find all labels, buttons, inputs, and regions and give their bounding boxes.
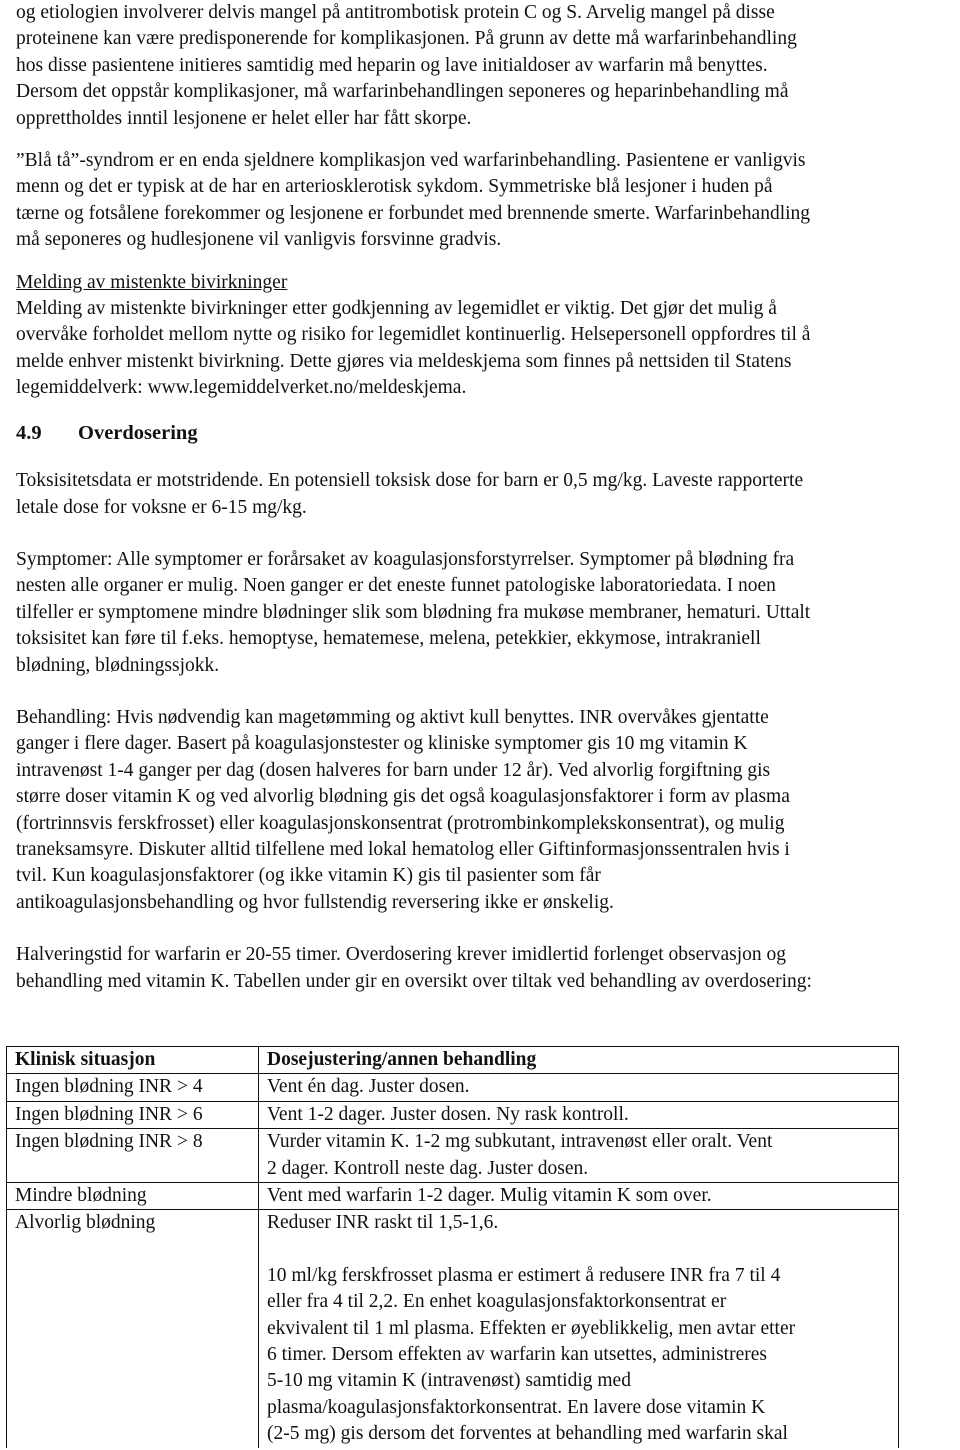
action-cell: Vent 1-2 dager. Juster dosen. Ny rask kontroll. [259,1101,899,1128]
section-number: 4.9 [16,421,42,444]
action-cell: Vent med warfarin 1-2 dager. Mulig vitamin K som over. [259,1183,899,1210]
paragraph-skin-necrosis: og etiologien involverer delvis mangel på antitrombotisk protein C og S. Arvelig mangel på disse proteinene kan være predisponerende for komplikasjonen. På grunn av dette må warfarinbehandling hos disse pasientene initieres samtidig med heparin og lave initialdoser av warfarin må benyttes. Dersom det oppstår komplikasjoner, må warfarinbehandlingen seponeres og heparinbehandling må opprettholdes inntil lesjonene er helet eller har fått skorpe. [16,2,797,129]
paragraph-half-life: Halveringstid for warfarin er 20-55 timer. Overdosering krever imidlertid forlenget observasjon og behandling med vitamin K. Tabellen under gir en oversikt over tiltak ved behandling av overdosering: [16,944,812,992]
situation-cell: Ingen blødning INR > 4 [7,1074,259,1101]
action-cell: Vurder vitamin K. 1-2 mg subkutant, intravenøst eller oralt. Vent 2 dager. Kontroll neste dag. Juster dosen. [259,1129,899,1183]
paragraph-treatment: Behandling: Hvis nødvendig kan magetømming og aktivt kull benyttes. INR overvåkes gjentatte ganger i flere dager. Basert på koagulasjonstester og kliniske symptomer gis 10 mg vitamin K intravenøst 1-4 ganger per dag (dosen halveres for barn under 12 år). Ved alvorlig forgiftning gis større doser vitamin K og ved alvorlig blødning gis det også koagulasjonsfaktorer i form av plasma (fortrinnsvis ferskfrosset) eller koagulasjonskonsentrat (protrombinkomplekskonsentrat), og mulig traneksamsyre. Diskuter alltid tilfellene med lokal hematolog eller Giftinformasjonssentralen hvis i tvil. Kun koagulasjonsfaktorer (og ikke vitamin K) gis til pasienter som får antikoagulasjonsbehandling og hvor fullstendig reversering ikke er ønskelig. [16,706,790,913]
table-row [7,1129,899,1183]
paragraph-symptoms: Symptomer: Alle symptomer er forårsaket av koagulasjonsforstyrrelser. Symptomer på blødning fra nesten alle organer er mulig. Noen ganger er det eneste funnet patologiske laboratoriedata. I noen tilfeller er symptomene mindre blødninger slik som blødning fra mukøse membraner, hematuri. Uttalt toksisitet kan føre til f.eks. hemoptyse, hematemese, melena, petekkier, ekkymose, intrakraniell blødning, blødningssjokk. [16,548,811,676]
table-row [7,1210,899,1448]
section-heading [16,420,952,446]
paragraph-toxicity: Toksisitetsdata er motstridende. En potensiell toksisk dose for barn er 0,5 mg/kg. Laveste rapporterte letale dose for voksne er 6-15 mg/kg. [16,470,804,518]
paragraph-blue-toe: ”Blå tå”-syndrom er en enda sjeldnere komplikasjon ved warfarinbehandling. Pasientene er vanligvis menn og det er typisk at de har en arteriosklerotisk sykdom. Symmetriske blå lesjoner i huden på tærne og fotsålene forekommer og lesjonene er forbundet med brennende smerte. Warfarinbehandling må seponeres og hudlesjonene vil vanligvis forsvinne gradvis. [16,150,811,251]
action-detail: 10 ml/kg ferskfrosset plasma er estimert å redusere INR fra 7 til 4 eller fra 4 til 2,2. En enhet koagulasjonsfaktorkonsentrat er ekvivalent til 1 ml plasma. Effekten er øyeblikkelig, men avtar etter 6 timer. Dersom effekten av warfarin kan utsettes, administreres 5-10 mg vitamin K (intravenøst) samtidig med plasma/koagulasjonsfaktorkonsentrat. En lavere dose vitamin K (2-5 mg) gis dersom det forventes at behandling med warfarin skal [267,1264,796,1445]
situation-cell: Ingen blødning INR > 8 [7,1129,259,1183]
table-header-row [7,1047,899,1074]
action-first-line: Reduser INR raskt til 1,5-1,6. [267,1212,499,1234]
situation-cell: Alvorlig blødning [7,1210,259,1448]
action-cell: Vent én dag. Juster dosen. [259,1074,899,1101]
section-title: Overdosering [78,421,198,444]
reporting-heading: Melding av mistenkte bivirkninger [16,271,288,293]
table-row [7,1101,899,1128]
overdose-table [6,1046,899,1448]
action-cell [259,1210,899,1448]
header-action: Dosejustering/annen behandling [259,1047,899,1074]
document-page [16,0,952,995]
table-row [7,1183,899,1210]
reporting-paragraph: Melding av mistenkte bivirkninger etter godkjenning av legemidlet er viktig. Det gjør det mulig å overvåke forholdet mellom nytte og risiko for legemidlet kontinuerlig. Helsepersonell oppfordres til å melde enhver mistenkt bivirkning. Dette gjøres via meldeskjema som finnes på nettsiden til Statens legemiddelverk: www.legemiddelverket.no/meldeskjema. [16,298,811,399]
header-situation: Klinisk situasjon [7,1047,259,1074]
table-row [7,1074,899,1101]
situation-cell: Ingen blødning INR > 6 [7,1101,259,1128]
situation-cell: Mindre blødning [7,1183,259,1210]
